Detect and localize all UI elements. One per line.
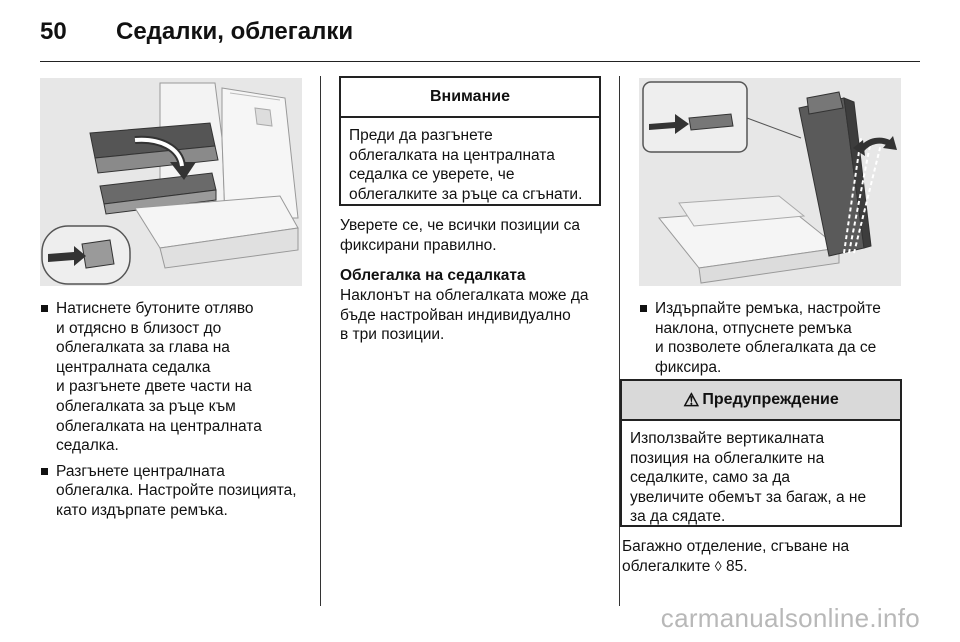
paragraph-cargo-reference (622, 537, 912, 576)
warning-box (620, 379, 902, 527)
figure-seat-recline (639, 78, 901, 286)
section-heading-seat-back: Облегалка на седалката (340, 267, 526, 284)
list-item: Разгънете централната облегалка. Настройте позицията, като издърпате ремъка. (40, 462, 315, 521)
cargo-reference-text: Багажно отделение, сгъване на облегалките (622, 538, 850, 575)
column-separator-1 (320, 76, 321, 606)
page-header (40, 18, 920, 50)
warning-triangle-icon: ⚠ (683, 389, 700, 410)
warning-header (622, 381, 900, 421)
watermark: carmanualsonline.info (660, 603, 920, 633)
center-armrest-illustration (40, 78, 302, 286)
list-item: Издърпайте ремъка, настройте наклона, отпуснете ремъка и позволете облегалката да се фиксира. (639, 299, 914, 377)
warning-title: Предупреждение (702, 391, 839, 408)
page-reference-number[interactable]: 85. (725, 557, 748, 575)
page-title: Седалки, облегалки (116, 18, 354, 45)
caution-box (339, 76, 601, 206)
figure-center-armrest (40, 78, 302, 286)
page-reference-icon: ◊ (714, 557, 722, 574)
instruction-list-1 (40, 299, 315, 527)
instruction-list-2 (639, 299, 914, 383)
caution-text: Преди да разгънете облегалката на централната седалка се уверете, че облегалките за ръце са сгънати. (349, 127, 583, 203)
paragraph-recline-adjust: Наклонът на облегалката може да бъде настройван индивидуално в три позиции. (340, 287, 589, 344)
caution-title: Внимание (341, 78, 599, 118)
page-number: 50 (40, 18, 67, 45)
seat-recline-illustration (639, 78, 901, 286)
warning-text: Използвайте вертикалната позиция на облегалките на седалките, само за да увеличите обемът за багаж, а не за да сядате. (630, 430, 867, 526)
header-rule (40, 61, 920, 62)
list-item: Натиснете бутоните отляво и отдясно в близост до облегалката за глава на централната седалка и разгънете двете части на облегалката за ръце към облегалката на централната седалка. (40, 299, 315, 456)
paragraph-positions-fixed: Уверете се, че всички позиции са фиксирани правилно. (340, 217, 580, 254)
